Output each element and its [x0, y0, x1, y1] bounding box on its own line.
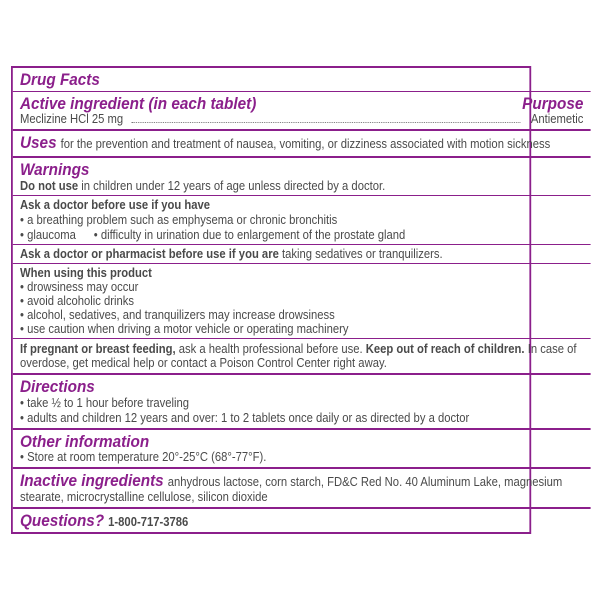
divider: [13, 338, 591, 339]
drug-facts-title: Drug Facts: [20, 70, 100, 89]
other-info-heading: Other information: [20, 432, 150, 451]
uses-heading: Uses: [20, 133, 57, 152]
inactive-text: anhydrous lactose, corn starch, FD&C Red No. 40 Aluminum Lake, magnesium: [167, 475, 563, 489]
questions-heading: Questions?: [20, 511, 105, 530]
directions-item: • adults and children 12 years and over: 1 to 2 tablets once daily or as directed by a doctor: [20, 411, 583, 425]
leader-dots: [132, 122, 521, 123]
ask-doctor-item: • a breathing problem such as emphysema or chronic bronchitis: [20, 213, 583, 227]
ask-pharmacist-label: Ask a doctor or pharmacist before use if you are: [20, 247, 279, 261]
directions-heading: Directions: [20, 377, 95, 396]
divider: [13, 428, 591, 430]
when-using-item: • avoid alcoholic drinks: [20, 294, 583, 308]
uses-text: for the prevention and treatment of nausea, vomiting, or dizziness associated with motion sickness: [60, 137, 551, 151]
inactive-heading: Inactive ingredients: [20, 471, 164, 490]
divider: [13, 263, 591, 264]
active-ingredient-heading: Active ingredient (in each tablet): [20, 94, 257, 113]
other-info-item: • Store at room temperature 20°-25°C (68°-77°F).: [20, 450, 583, 464]
ask-doctor-label: Ask a doctor before use if you have: [20, 198, 211, 212]
drug-facts-panel: [11, 66, 584, 534]
directions-item: • take ½ to 1 hour before traveling: [20, 396, 583, 410]
divider: [13, 244, 591, 245]
warnings-heading: Warnings: [20, 160, 90, 179]
divider: [13, 467, 591, 469]
do-not-use-line: [20, 179, 583, 193]
when-using-label: When using this product: [20, 266, 152, 280]
when-using-item: • use caution when driving a motor vehicle or operating machinery: [20, 322, 583, 336]
ask-doctor-heading: [20, 198, 583, 212]
pregnant-text: ask a health professional before use.: [178, 342, 363, 356]
purpose-value: Antiemetic: [530, 112, 584, 126]
uses-row: [20, 134, 583, 153]
divider: [13, 156, 591, 158]
divider: [13, 507, 591, 509]
pregnant-line: [20, 342, 583, 356]
ask-doctor-item: • glaucoma: [20, 228, 92, 242]
divider: [13, 129, 591, 131]
overdose-line: overdose, get medical help or contact a Poison Control Center right away.: [20, 356, 387, 370]
when-using-heading: [20, 266, 583, 280]
questions-row: [20, 512, 583, 531]
overdose-text: In case of: [527, 342, 577, 356]
keep-out-label: Keep out of reach of children.: [365, 342, 525, 356]
when-using-item: • drowsiness may occur: [20, 280, 583, 294]
do-not-use-text: in children under 12 years of age unless directed by a doctor.: [81, 179, 386, 193]
active-ingredient-name: Meclizine HCl 25 mg: [20, 112, 124, 126]
inactive-row: [20, 472, 583, 491]
pregnant-label: If pregnant or breast feeding,: [20, 342, 176, 356]
ask-doctor-item: • difficulty in urination due to enlargement of the prostate gland: [94, 228, 405, 242]
ask-pharmacist-text: taking sedatives or tranquilizers.: [281, 247, 443, 261]
ask-pharmacist-line: [20, 247, 583, 261]
inactive-text-line2: stearate, microcrystalline cellulose, silicon dioxide: [20, 490, 268, 504]
divider: [13, 195, 591, 196]
purpose-heading: Purpose: [522, 94, 584, 113]
questions-phone: 1-800-717-3786: [108, 515, 189, 529]
divider: [13, 373, 591, 375]
when-using-item: • alcohol, sedatives, and tranquilizers may increase drowsiness: [20, 308, 583, 322]
divider: [13, 91, 591, 92]
do-not-use-label: Do not use: [20, 179, 79, 193]
